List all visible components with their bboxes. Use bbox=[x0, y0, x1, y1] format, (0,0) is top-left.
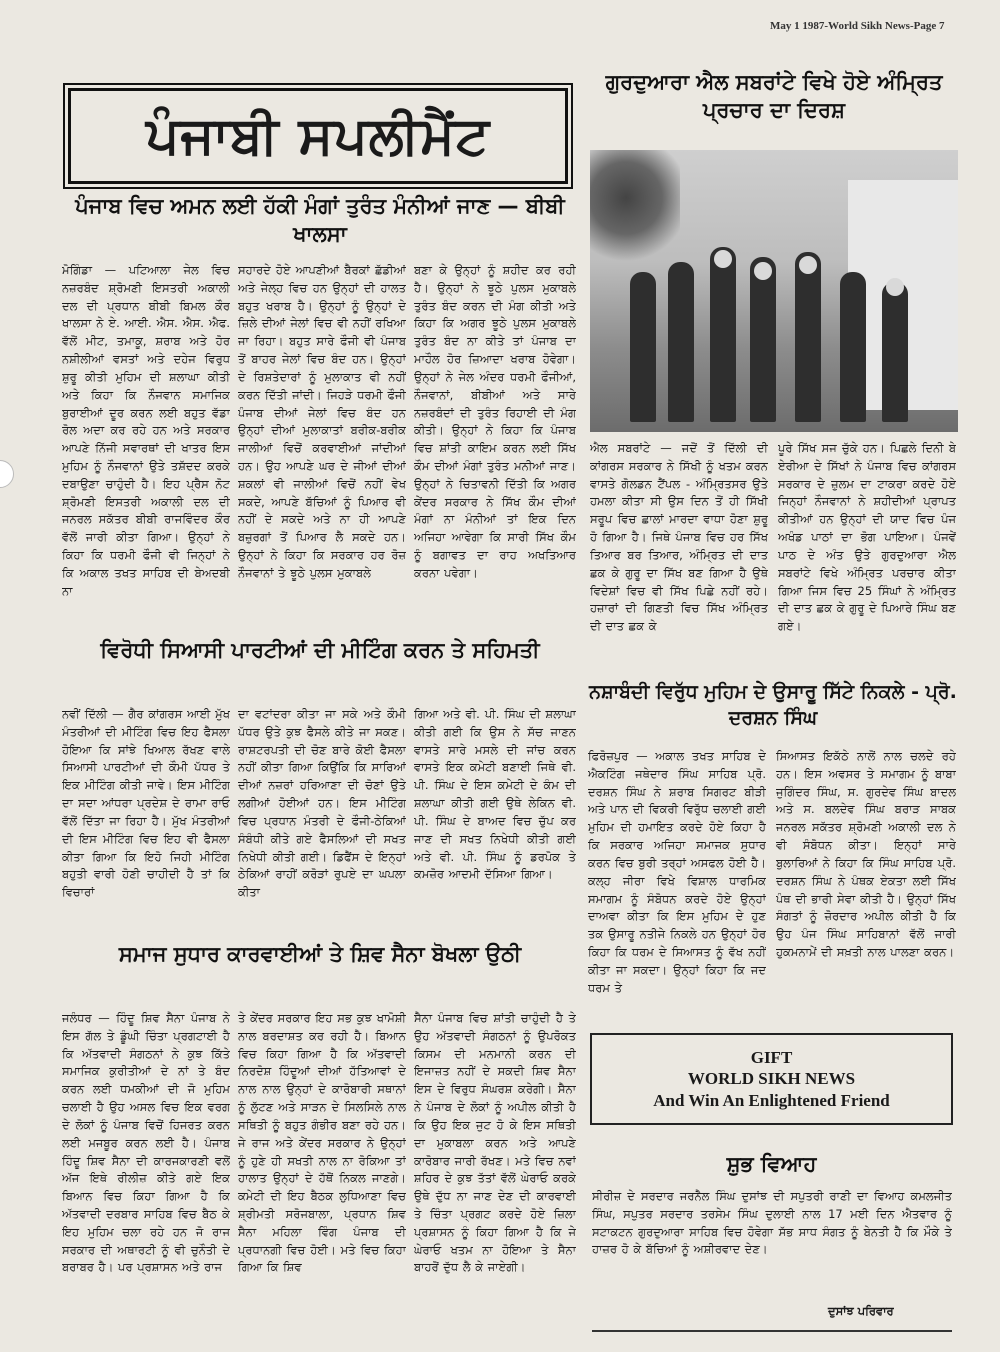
article6-body: ਸੀਰੀਜ਼ ਦੇ ਸਰਦਾਰ ਜਰਨੈਲ ਸਿੰਘ ਦੁਸਾਂਝ ਦੀ ਸਪੁਤਰੀ ਰਾਣੀ ਦਾ ਵਿਆਹ ਕਮਲਜੀਤ ਸਿੰਘ, ਸਪੁਤਰ ਸਰਦਾਰ ਤਰਸੇਮ ਸਿੰਘ ਦੁਲਾਈ ਨਾਲ 17 ਮਈ ਦਿਨ ਐਤਵਾਰ ਨੂੰ ਸਟਾਕਟਨ ਗੁਰਦੁਆਰਾ ਸਾਹਿਬ ਵਿਚ ਹੋਵੇਗਾ ਸੱਭ ਸਾਧ ਸੰਗਤ ਨੂੰ ਬੇਨਤੀ ਹੈ ਕਿ ਮੌਕੇ ਤੇ ਹਾਜ਼ਰ ਹੋ ਕੇ ਬੱਚਿਆਂ ਨੂੰ ਅਸ਼ੀਰਵਾਦ ਦੇਣ। bbox=[592, 1189, 952, 1257]
article1-headline: ਪੰਜਾਬ ਵਿਚ ਅਮਨ ਲਈ ਹੱਕੀ ਮੰਗਾਂ ਤੁਰੰਤ ਮੰਨੀਆਂ ਜਾਣ — ਬੀਬੀ ਖਾਲਸਾ bbox=[75, 194, 565, 247]
article5-column-2: ਤੇ ਕੇਂਦਰ ਸਰਕਾਰ ਇਹ ਸਭ ਕੁਝ ਖਾਮੋਸ਼ੀ ਨਾਲ ਬਰਦਾਸ਼ਤ ਕਰ ਰਹੀ ਹੈ। ਬਿਆਨ ਵਿਚ ਕਿਹਾ ਗਿਆ ਹੈ ਕਿ ਅੱਤਵਾਦੀ ਨਿਰਦੋਸ਼ ਹਿੰਦੂਆਂ ਦੀਆਂ ਹੱਤਿਆਵਾਂ ਦੇ ਨਾਲ ਨਾਲ ਉਨ੍ਹਾਂ ਦੇ ਕਾਰੋਬਾਰੀ ਸਥਾਨਾਂ ਨੂੰ ਲੁੱਟਣ ਅਤੇ ਸਾੜਨ ਦੇ ਸਿਲਸਿਲੇ ਨਾਲ ਸਥਿਤੀ ਨੂੰ ਬਹੁਤ ਗੰਭੀਰ ਬਣਾ ਰਹੇ ਹਨ। ਜੇ ਰਾਜ ਅਤੇ ਕੇਂਦਰ ਸਰਕਾਰ ਨੇ ਉਨ੍ਹਾਂ ਨੂੰ ਹੁਣੇ ਹੀ ਸਖਤੀ ਨਾਲ ਨਾ ਰੋਕਿਆ ਤਾਂ ਹਾਲਾਤ ਉਨ੍ਹਾਂ ਦੇ ਹੱਥੋਂ ਨਿਕਲ ਜਾਣਗੇ। ਕਮੇਟੀ ਦੀ ਇਹ ਬੈਠਕ ਲੁਧਿਆਣਾ ਵਿਚ ਸ਼੍ਰੀਮਤੀ ਸਰੋਜਬਾਲਾ, ਪ੍ਰਧਾਨ ਸ਼ਿਵ ਸੈਨਾ ਮਹਿਲਾ ਵਿੰਗ ਪੰਜਾਬ ਦੀ ਪ੍ਰਧਾਨਗੀ ਵਿਚ ਹੋਈ। ਮਤੇ ਵਿਚ ਕਿਹਾ ਗਿਆ ਕਿ ਸ਼ਿਵ bbox=[238, 1011, 406, 1275]
article3-column-1: ਨਵੀਂ ਦਿੱਲੀ — ਗੈਰ ਕਾਂਗਰਸ ਆਈ ਮੁੱਖ ਮੰਤਰੀਆਂ ਦੀ ਮੀਟਿੰਗ ਵਿਚ ਇਹ ਫੈਸਲਾ ਹੋਇਆ ਕਿ ਸਾਂਝੇ ਖਿਆਲ ਰੱਖਣ ਵਾਲੇ ਸਿਆਸੀ ਪਾਰਟੀਆਂ ਦੀ ਕੌਮੀ ਪੱਧਰ ਤੇ ਇਕ ਮੀਟਿੰਗ ਕੀਤੀ ਜਾਵੇ। ਇਸ ਮੀਟਿੰਗ ਦਾ ਸਦਾ ਆਂਧਰਾ ਪ੍ਰਦੇਸ਼ ਦੇ ਰਾਮਾ ਰਾਓ ਵੱਲੋਂ ਦਿੱਤਾ ਜਾ ਰਿਹਾ ਹੈ। ਮੁੱਖ ਮੰਤਰੀਆਂ ਦੀ ਇਸ ਮੀਟਿੰਗ ਵਿਚ ਇਹ ਵੀ ਫੈਸਲਾ ਕੀਤਾ ਗਿਆ ਕਿ ਇਹੋ ਜਿਹੀ ਮੀਟਿੰਗ ਬਹੁਤੀ ਵਾਰੀ ਹੋਣੀ ਚਾਹੀਦੀ ਹੈ ਤਾਂ ਕਿ ਵਿਚਾਰਾਂ bbox=[62, 707, 230, 900]
gift-line-2: WORLD SIKH NEWS bbox=[687, 1069, 856, 1089]
article5-column-1: ਜਲੰਧਰ — ਹਿੰਦੂ ਸ਼ਿਵ ਸੈਨਾ ਪੰਜਾਬ ਨੇ ਇਸ ਗੱਲ ਤੇ ਡੂੰਘੀ ਚਿੰਤਾ ਪ੍ਰਗਟਾਈ ਹੈ ਕਿ ਅੱਤਵਾਦੀ ਸੰਗਠਨਾਂ ਨੇ ਕੁਝ ਕਿੱਤੇ ਸਮਾਜਿਕ ਕੁਰੀਤੀਆਂ ਦੇ ਨਾਂ ਤੇ ਬੰਦ ਕਰਨ ਲਈ ਧਮਕੀਆਂ ਦੀ ਜੋ ਮੁਹਿਮ ਚਲਾਈ ਹੈ ਉਹ ਅਸਲ ਵਿਚ ਇਕ ਵਰਗ ਦੇ ਲੋਕਾਂ ਨੂੰ ਪੰਜਾਬ ਵਿਚੋਂ ਹਿਜਰਤ ਕਰਨ ਲਈ ਮਜਬੂਰ ਕਰਨ ਲਈ ਹੈ। ਪੰਜਾਬ ਹਿੰਦੂ ਸ਼ਿਵ ਸੈਨਾ ਦੀ ਕਾਰਜਕਾਰਣੀ ਵਲੋਂ ਅੱਜ ਇਥੇ ਰੀਲੀਜ਼ ਕੀਤੇ ਗਏ ਇਕ ਬਿਆਨ ਵਿਚ ਕਿਹਾ ਗਿਆ ਹੈ ਕਿ ਅੱਤਵਾਦੀ ਦਰਬਾਰ ਸਾਹਿਬ ਵਿਚ ਬੈਠ ਕੇ ਇਹ ਮੁਹਿਮ ਚਲਾ ਰਹੇ ਹਨ ਜੋ ਰਾਜ ਸਰਕਾਰ ਦੀ ਅਥਾਰਟੀ ਨੂੰ ਵੀ ਚੁਨੌਤੀ ਦੇ ਬਰਾਬਰ ਹੈ। ਪਰ ਪ੍ਰਸ਼ਾਸਨ ਅਤੇ ਰਾਜ bbox=[62, 1011, 230, 1275]
article6-signature: ਦੁਸਾਂਝ ਪਰਿਵਾਰ bbox=[828, 1304, 894, 1318]
masthead-title: ਪੰਜਾਬੀ ਸਪਲੀਮੈਂਟ bbox=[145, 105, 491, 166]
gift-line-1: GIFT bbox=[750, 1048, 793, 1068]
article2-column-1: ਐਲ ਸਬਰਾਂਟੇ — ਜਦੋਂ ਤੋਂ ਦਿੱਲੀ ਦੀ ਕਾਂਗਰਸ ਸਰਕਾਰ ਨੇ ਸਿੱਖੀ ਨੂੰ ਖਤਮ ਕਰਨ ਵਾਸਤੇ ਗੋਲਡਨ ਟੈਂਪਲ - ਅੰਮ੍ਰਿਤਸਰ ਉਤੇ ਹਮਲਾ ਕੀਤਾ ਸੀ ਉਸ ਦਿਨ ਤੋਂ ਹੀ ਸਿੱਖੀ ਸਰੂਪ ਵਿਚ ਛਾਲਾਂ ਮਾਰਦਾ ਵਾਧਾ ਹੋਣਾ ਸ਼ੁਰੂ ਹੋ ਗਿਆ ਹੈ। ਜਿਥੇ ਪੰਜਾਬ ਵਿਚ ਹਰ ਸਿੱਖ ਤਿਆਰ ਬਰ ਤਿਆਰ, ਅੰਮ੍ਰਿਤ ਦੀ ਦਾਤ ਛਕ ਕੇ ਗੁਰੂ ਦਾ ਸਿੱਖ ਬਣ ਗਿਆ ਹੈ ਉਥੇ ਵਿਦੇਸ਼ਾਂ ਵਿਚ ਵੀ ਸਿੱਖ ਪਿਛੇ ਨਹੀਂ ਰਹੇ। ਹਜ਼ਾਰਾਂ ਦੀ ਗਿਣਤੀ ਵਿਚ ਸਿੱਖ ਅੰਮ੍ਰਿਤ ਦੀ ਦਾਤ ਛਕ ਕੇ bbox=[590, 441, 768, 634]
article3-headline: ਵਿਰੋਧੀ ਸਿਆਸੀ ਪਾਰਟੀਆਂ ਦੀ ਮੀਟਿੰਗ ਕਰਨ ਤੇ ਸਹਿਮਤੀ bbox=[100, 638, 540, 662]
article4-column-1: ਫਿਰੋਜ਼ਪੁਰ — ਅਕਾਲ ਤਖਤ ਸਾਹਿਬ ਦੇ ਐਕਟਿੰਗ ਜਥੇਦਾਰ ਸਿੰਘ ਸਾਹਿਬ ਪ੍ਰੋ. ਦਰਸ਼ਨ ਸਿੰਘ ਨੇ ਸ਼ਰਾਬ ਸਿਗਰਟ ਬੀੜੀ ਅਤੇ ਪਾਨ ਦੀ ਵਿਕਰੀ ਵਿਰੁੱਧ ਚਲਾਈ ਗਈ ਮੁਹਿਮ ਦੀ ਹਮਾਇਤ ਕਰਦੇ ਹੋਏ ਕਿਹਾ ਹੈ ਕਿ ਸਰਕਾਰ ਅਜਿਹਾ ਸਮਾਜਕ ਸੁਧਾਰ ਕਰਨ ਵਿਚ ਬੁਰੀ ਤਰ੍ਹਾਂ ਅਸਫਲ ਹੋਈ ਹੈ। ਕਲ੍ਹ ਜੀਰਾ ਵਿਖੇ ਵਿਸ਼ਾਲ ਧਾਰਮਿਕ ਸਮਾਗਮ ਨੂੰ ਸੰਬੋਧਨ ਕਰਦੇ ਹੋਏ ਉਨ੍ਹਾਂ ਦਾਅਵਾ ਕੀਤਾ ਕਿ ਇਸ ਮੁਹਿਮ ਦੇ ਹੁਣ ਤਕ ਉਸਾਰੂ ਨਤੀਜੇ ਨਿਕਲੇ ਹਨ ਉਨ੍ਹਾਂ ਹੋਰ ਕਿਹਾ ਕਿ ਧਰਮ ਦੇ ਸਿਆਸਤ ਨੂੰ ਵੱਖ ਨਹੀਂ ਕੀਤਾ ਜਾ ਸਕਦਾ। ਉਨ੍ਹਾਂ ਕਿਹਾ ਕਿ ਜਦ ਧਰਮ ਤੇ bbox=[588, 749, 766, 995]
article1-column-2: ਸਹਾਰਦੇ ਹੋਏ ਆਪਣੀਆਂ ਬੈਰਕਾਂ ਛੱਡੀਆਂ ਅਤੇ ਜੇਲ੍ਹ ਵਿਚ ਹਨ ਉਨ੍ਹਾਂ ਦੀ ਹਾਲਤ ਬਹੁਤ ਖਰਾਬ ਹੈ। ਉਨ੍ਹਾਂ ਨੂੰ ਉਨ੍ਹਾਂ ਦੇ ਜ਼ਿਲੇ ਦੀਆਂ ਜੇਲਾਂ ਵਿਚ ਵੀ ਨਹੀਂ ਰਖਿਆ ਜਾ ਰਿਹਾ। ਬਹੁਤ ਸਾਰੇ ਫੌਜੀ ਵੀ ਪੰਜਾਬ ਤੋਂ ਬਾਹਰ ਜੇਲਾਂ ਵਿਚ ਬੰਦ ਹਨ। ਉਨ੍ਹਾਂ ਦੇ ਰਿਸ਼ਤੇਦਾਰਾਂ ਨੂੰ ਮੁਲਾਕਾਤ ਵੀ ਨਹੀਂ ਕਰਨ ਦਿੱਤੀ ਜਾਂਦੀ। ਜਿਹੜੇ ਧਰਮੀ ਫੌਜੀ ਪੰਜਾਬ ਦੀਆਂ ਜੇਲਾਂ ਵਿਚ ਬੰਦ ਹਨ ਉਨ੍ਹਾਂ ਦੀਆਂ ਮੁਲਾਕਾਤਾਂ ਬਰੀਕ-ਬਰੀਕ ਜਾਲੀਆਂ ਵਿਚੋਂ ਕਰਵਾਈਆਂ ਜਾਂਦੀਆਂ ਹਨ। ਉਹ ਆਪਣੇ ਘਰ ਦੇ ਜੀਆਂ ਦੀਆਂ ਸ਼ਕਲਾਂ ਵੀ ਜਾਲੀਆਂ ਵਿਚੋਂ ਨਹੀਂ ਵੇਖ ਸਕਦੇ, ਆਪਣੇ ਬੱਚਿਆਂ ਨੂੰ ਪਿਆਰ ਵੀ ਨਹੀਂ ਦੇ ਸਕਦੇ ਅਤੇ ਨਾ ਹੀ ਆਪਣੇ ਬਜ਼ੁਰਗਾਂ ਤੋਂ ਪਿਆਰ ਲੈ ਸਕਦੇ ਹਨ। ਉਨ੍ਹਾਂ ਨੇ ਕਿਹਾ ਕਿ ਸਰਕਾਰ ਹਰ ਰੋਜ਼ ਨੌਜਵਾਨਾਂ ਤੇ ਝੂਠੇ ਪੁਲਸ ਮੁਕਾਬਲੇ bbox=[238, 263, 406, 580]
article4-headline: ਨਸ਼ਾਬੰਦੀ ਵਿਰੁੱਧ ਮੁਹਿਮ ਦੇ ਉਸਾਰੂ ਸਿੱਟੇ ਨਿਕਲੇ - ਪ੍ਰੋ. ਦਰਸ਼ਨ ਸਿੰਘ bbox=[589, 681, 957, 729]
bottom-rule bbox=[592, 1330, 952, 1332]
article3-column-2: ਦਾ ਵਟਾਂਦਰਾ ਕੀਤਾ ਜਾ ਸਕੇ ਅਤੇ ਕੌਮੀ ਪੱਧਰ ਉਤੇ ਕੁਝ ਫੈਸਲੇ ਕੀਤੇ ਜਾ ਸਕਣ। ਰਾਸ਼ਟਰਪਤੀ ਦੀ ਚੋਣ ਬਾਰੇ ਕੋਈ ਫੈਸਲਾ ਨਹੀਂ ਕੀਤਾ ਗਿਆ ਕਿਉਂਕਿ ਕਿ ਸਾਰਿਆਂ ਦੀਆਂ ਨਜ਼ਰਾਂ ਹਰਿਆਣਾ ਦੀ ਚੋਣਾਂ ਉਤੇ ਲਗੀਆਂ ਹੋਈਆਂ ਹਨ। ਇਸ ਮੀਟਿੰਗ ਵਿਚ ਪ੍ਰਧਾਨ ਮੰਤਰੀ ਦੇ ਫੌਜੀ-ਠੇਕਿਆਂ ਸੰਬੰਧੀ ਕੀਤੇ ਗਏ ਫੈਸਲਿਆਂ ਦੀ ਸਖਤ ਨਿਖੇਧੀ ਕੀਤੀ ਗਈ। ਡਿਫੈਂਸ ਦੇ ਇਨ੍ਹਾਂ ਠੇਕਿਆਂ ਰਾਹੀਂ ਕਰੋੜਾਂ ਰੁਪਏ ਦਾ ਘਪਲਾ ਕੀਤਾ bbox=[238, 707, 406, 900]
article1-column-1: ਮੋਗਿੰਡਾ — ਪਟਿਆਲਾ ਜੇਲ ਵਿਚ ਨਜ਼ਰਬੰਦ ਸ਼੍ਰੋਮਣੀ ਇਸਤਰੀ ਅਕਾਲੀ ਦਲ ਦੀ ਪ੍ਰਧਾਨ ਬੀਬੀ ਬਿਮਲ ਕੌਰ ਖਾਲਸਾ ਨੇ ਏ. ਆਈ. ਐਸ. ਐਸ. ਐਫ. ਵੱਲੋਂ ਮੀਟ, ਤਮਾਕੂ, ਸ਼ਰਾਬ ਅਤੇ ਹੋਰ ਨਸ਼ੀਲੀਆਂ ਵਸਤਾਂ ਅਤੇ ਦਹੇਜ ਵਿਰੁਧ ਸ਼ੁਰੂ ਕੀਤੀ ਮੁਹਿਮ ਦੀ ਸ਼ਲਾਘਾ ਕੀਤੀ ਅਤੇ ਕਿਹਾ ਕਿ ਨੌਜਵਾਨ ਸਮਾਜਿਕ ਬੁਰਾਈਆਂ ਦੂਰ ਕਰਨ ਲਈ ਬਹੁਤ ਵੱਡਾ ਰੋਲ ਅਦਾ ਕਰ ਰਹੇ ਹਨ ਅਤੇ ਸਰਕਾਰ ਆਪਣੇ ਨਿੱਜੀ ਸਵਾਰਥਾਂ ਦੀ ਖਾਤਰ ਇਸ ਮੁਹਿਮ ਨੂੰ ਨੌਜਵਾਨਾਂ ਉਤੇ ਤਸ਼ੱਦਦ ਕਰਕੇ ਦਬਾਉਣਾ ਚਾਹੁੰਦੀ ਹੈ। ਇਹ ਪ੍ਰੈਸ ਨੋਟ ਸ਼੍ਰੋਮਣੀ ਇਸਤਰੀ ਅਕਾਲੀ ਦਲ ਦੀ ਜਨਰਲ ਸਕੱਤਰ ਬੀਬੀ ਰਾਜਵਿੰਦਰ ਕੌਰ ਵੱਲੋਂ ਜਾਰੀ ਕੀਤਾ ਗਿਆ। ਉਨ੍ਹਾਂ ਨੇ ਕਿਹਾ ਕਿ ਧਰਮੀ ਫੌਜੀ ਵੀ ਜਿਨ੍ਹਾਂ ਨੇ ਕਿ ਅਕਾਲ ਤਖਤ ਸਾਹਿਬ ਦੀ ਬੇਅਦਬੀ ਨਾ bbox=[62, 263, 230, 598]
article1-column-3: ਬਣਾ ਕੇ ਉਨ੍ਹਾਂ ਨੂੰ ਸ਼ਹੀਦ ਕਰ ਰਹੀ ਹੈ। ਉਨ੍ਹਾਂ ਨੇ ਝੂਠੇ ਪੁਲਸ ਮੁਕਾਬਲੇ ਤੁਰੰਤ ਬੰਦ ਕਰਨ ਦੀ ਮੰਗ ਕੀਤੀ ਅਤੇ ਕਿਹਾ ਕਿ ਅਗਰ ਝੂਠੇ ਪੁਲਸ ਮੁਕਾਬਲੇ ਤੁਰੰਤ ਬੰਦ ਨਾ ਕੀਤੇ ਤਾਂ ਪੰਜਾਬ ਦਾ ਮਾਹੌਲ ਹੋਰ ਜ਼ਿਆਦਾ ਖਰਾਬ ਹੋਵੇਗਾ। ਉਨ੍ਹਾਂ ਨੇ ਜੇਲ ਅੰਦਰ ਧਰਮੀ ਫੌਜੀਆਂ, ਨੌਜਵਾਨਾਂ, ਬੀਬੀਆਂ ਅਤੇ ਸਾਰੇ ਨਜ਼ਰਬੰਦਾਂ ਦੀ ਤੁਰੰਤ ਰਿਹਾਈ ਦੀ ਮੰਗ ਕੀਤੀ। ਉਨ੍ਹਾਂ ਨੇ ਕਿਹਾ ਕਿ ਪੰਜਾਬ ਵਿਚ ਸ਼ਾਂਤੀ ਕਾਇਮ ਕਰਨ ਲਈ ਸਿੱਖ ਕੌਮ ਦੀਆਂ ਮੰਗਾਂ ਤੁਰੰਤ ਮਨੀਆਂ ਜਾਣ। ਉਨ੍ਹਾਂ ਨੇ ਚਿਤਾਵਨੀ ਦਿੱਤੀ ਕਿ ਅਗਰ ਕੇਂਦਰ ਸਰਕਾਰ ਨੇ ਸਿੱਖ ਕੌਮ ਦੀਆਂ ਮੰਗਾਂ ਨਾ ਮੰਨੀਆਂ ਤਾਂ ਇਕ ਦਿਨ ਅਜਿਹਾ ਆਵੇਗਾ ਕਿ ਸਾਰੀ ਸਿੱਖ ਕੌਮ ਨੂੰ ਬਗਾਵਤ ਦਾ ਰਾਹ ਅਖਤਿਆਰ ਕਰਨਾ ਪਵੇਗਾ। bbox=[414, 263, 576, 580]
page-folio: May 1 1987-World Sikh News-Page 7 bbox=[770, 20, 945, 32]
amrit-ceremony-photo bbox=[590, 150, 958, 432]
masthead-box bbox=[68, 88, 568, 184]
article4-column-2: ਸਿਆਸਤ ਇਕੱਠੇ ਨਾਲੋਂ ਨਾਲ ਚਲਦੇ ਰਹੇ ਹਨ। ਇਸ ਅਵਸਰ ਤੇ ਸਮਾਗਮ ਨੂੰ ਬਾਬਾ ਜੁਗਿੰਦਰ ਸਿੰਘ, ਸ. ਗੁਰਦੇਵ ਸਿੰਘ ਬਾਦਲ ਅਤੇ ਸ. ਬਲਦੇਵ ਸਿੰਘ ਬਰਾੜ ਸਾਬਕ ਜਨਰਲ ਸਕੱਤਰ ਸ਼੍ਰੋਮਣੀ ਅਕਾਲੀ ਦਲ ਨੇ ਵੀ ਸੰਬੋਧਨ ਕੀਤਾ। ਇਨ੍ਹਾਂ ਸਾਰੇ ਬੁਲਾਰਿਆਂ ਨੇ ਕਿਹਾ ਕਿ ਸਿੰਘ ਸਾਹਿਬ ਪ੍ਰੋ. ਦਰਸ਼ਨ ਸਿੰਘ ਨੇ ਪੰਥਕ ਏਕਤਾ ਲਈ ਸਿੱਖ ਪੰਥ ਦੀ ਭਾਰੀ ਸੇਵਾ ਕੀਤੀ ਹੈ। ਉਨ੍ਹਾਂ ਸਿੱਖ ਸੰਗਤਾਂ ਨੂੰ ਜ਼ੋਰਦਾਰ ਅਪੀਲ ਕੀਤੀ ਹੈ ਕਿ ਉਹ ਪੰਜ ਸਿੰਘ ਸਾਹਿਬਾਨਾਂ ਵੱਲੋਂ ਜਾਰੀ ਹੁਕਮਨਾਮੇਂ ਦੀ ਸਖ਼ਤੀ ਨਾਲ ਪਾਲਣਾ ਕਰਨ। bbox=[776, 749, 956, 959]
gift-line-3: And Win An Enlightened Friend bbox=[653, 1090, 890, 1110]
article2-column-2: ਪੂਰੇ ਸਿੱਖ ਸਜ ਚੁੱਕੇ ਹਨ। ਪਿਛਲੇ ਦਿਨੀ ਬੇ ਏਰੀਆ ਦੇ ਸਿੱਖਾਂ ਨੇ ਪੰਜਾਬ ਵਿਚ ਕਾਂਗਰਸ ਸਰਕਾਰ ਦੇ ਜ਼ੁਲਮ ਦਾ ਟਾਕਰਾ ਕਰਦੇ ਹੋਏ ਜਿਨ੍ਹਾਂ ਨੌਜਵਾਨਾਂ ਨੇ ਸ਼ਹੀਦੀਆਂ ਪ੍ਰਾਪਤ ਕੀਤੀਆਂ ਹਨ ਉਨ੍ਹਾਂ ਦੀ ਯਾਦ ਵਿਚ ਪੰਜ ਅਖੰਡ ਪਾਠਾਂ ਦਾ ਭੋਗ ਪਾਇਆ। ਪੰਜਵੇਂ ਪਾਠ ਦੇ ਅੰਤ ਉਤੇ ਗੁਰਦੁਆਰਾ ਐਲ ਸਬਰਾਂਟੇ ਵਿਖੇ ਅੰਮ੍ਰਿਤ ਪਰਚਾਰ ਕੀਤਾ ਗਿਆ ਜਿਸ ਵਿਚ 25 ਸਿੰਘਾਂ ਨੇ ਅੰਮ੍ਰਿਤ ਦੀ ਦਾਤ ਛਕ ਕੇ ਗੁਰੂ ਦੇ ਪਿਆਰੇ ਸਿੰਘ ਬਣ ਗਏ। bbox=[778, 441, 956, 634]
article6-headline: ਸ਼ੁਭ ਵਿਆਹ bbox=[726, 1152, 817, 1176]
article3-column-3: ਗਿਆ ਅਤੇ ਵੀ. ਪੀ. ਸਿੰਘ ਦੀ ਸ਼ਲਾਘਾ ਕੀਤੀ ਗਈ ਕਿ ਉਸ ਨੇ ਸੱਚ ਜਾਣਨ ਵਾਸਤੇ ਸਾਰੇ ਮਸਲੇ ਦੀ ਜਾਂਚ ਕਰਨ ਵਾਸਤੇ ਇਕ ਕਮੇਟੀ ਬਣਾਈ ਜਿਥੇ ਵੀ. ਪੀ. ਸਿੰਘ ਦੇ ਇਸ ਕਮੇਟੀ ਦੇ ਕੰਮ ਦੀ ਸ਼ਲਾਘਾ ਕੀਤੀ ਗਈ ਉਥੇ ਲੇਕਿਨ ਵੀ. ਪੀ. ਸਿੰਘ ਦੇ ਬਾਅਦ ਵਿਚ ਚੁੱਪ ਕਰ ਜਾਣ ਦੀ ਸਖਤ ਨਿਖੇਧੀ ਕੀਤੀ ਗਈ ਅਤੇ ਵੀ. ਪੀ. ਸਿੰਘ ਨੂੰ ਡਰਪੋਕ ਤੇ ਕਮਜ਼ੋਰ ਆਦਮੀ ਦੱਸਿਆ ਗਿਆ। bbox=[414, 707, 576, 882]
article5-headline: ਸਮਾਜ ਸੁਧਾਰ ਕਾਰਵਾਈਆਂ ਤੇ ਸ਼ਿਵ ਸੈਨਾ ਬੋਖਲਾ ਉਠੀ bbox=[118, 942, 522, 966]
article5-column-3: ਸੈਨਾ ਪੰਜਾਬ ਵਿਚ ਸ਼ਾਂਤੀ ਚਾਹੁੰਦੀ ਹੈ ਤੇ ਉਹ ਅੱਤਵਾਦੀ ਸੰਗਠਨਾਂ ਨੂੰ ਉਪਰੋਕਤ ਕਿਸਮ ਦੀ ਮਨਮਾਨੀ ਕਰਨ ਦੀ ਇਜਾਜ਼ਤ ਨਹੀਂ ਦੇ ਸਕਦੀ ਸ਼ਿਵ ਸੈਨਾ ਇਸ ਦੇ ਵਿਰੁਧ ਸੰਘਰਸ਼ ਕਰੇਗੀ। ਸੈਨਾ ਨੇ ਪੰਜਾਬ ਦੇ ਲੋਕਾਂ ਨੂੰ ਅਪੀਲ ਕੀਤੀ ਹੈ ਕਿ ਉਹ ਇਕ ਜੁਟ ਹੋ ਕੇ ਇਸ ਸਥਿਤੀ ਦਾ ਮੁਕਾਬਲਾ ਕਰਨ ਅਤੇ ਆਪਣੇ ਕਾਰੋਬਾਰ ਜਾਰੀ ਰੱਖਣ। ਮਤੇ ਵਿਚ ਨਵਾਂ ਸ਼ਹਿਰ ਦੇ ਕੁਝ ਤੱਤਾਂ ਵੱਲੋਂ ਘੇਰਾਓ ਕਰਕੇ ਉਥੇ ਦੁੱਧ ਨਾ ਜਾਣ ਦੇਣ ਦੀ ਕਾਰਵਾਈ ਤੇ ਚਿੰਤਾ ਪ੍ਰਗਟ ਕਰਦੇ ਹੋਏ ਜ਼ਿਲਾ ਪ੍ਰਸ਼ਾਸਨ ਨੂੰ ਕਿਹਾ ਗਿਆ ਹੈ ਕਿ ਜੇ ਘੇਰਾਓ ਖਤਮ ਨਾ ਹੋਇਆ ਤੇ ਸੈਨਾ ਬਾਹਰੋਂ ਦੁੱਧ ਲੈ ਕੇ ਜਾਏਗੀ। bbox=[414, 1011, 576, 1275]
gift-subscription-ad bbox=[590, 1033, 953, 1125]
binder-hole bbox=[0, 460, 14, 488]
article2-headline: ਗੁਰਦੁਆਰਾ ਐਲ ਸਬਰਾਂਟੇ ਵਿਖੇ ਹੋਏ ਅੰਮ੍ਰਿਤ ਪ੍ਰਚਾਰ ਦਾ ਦਿਰਸ਼ bbox=[605, 70, 943, 123]
